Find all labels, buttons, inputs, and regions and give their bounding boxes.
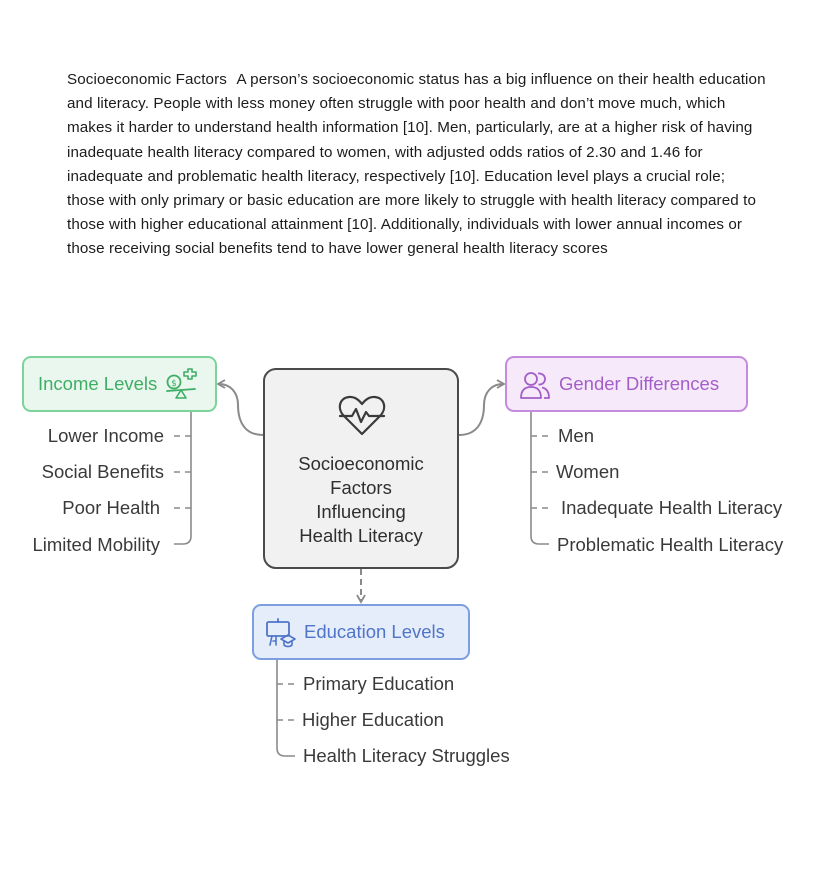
center-title-line: Health Literacy [299, 525, 423, 546]
center-title-line: Factors [330, 477, 392, 498]
education-levels-box [252, 604, 470, 660]
center-title-line: Influencing [316, 501, 406, 522]
svg-text:$: $ [171, 379, 178, 389]
income-item: Social Benefits [41, 461, 164, 482]
income-item: Lower Income [47, 425, 164, 446]
gender-branches [531, 412, 549, 544]
income-branches [174, 412, 191, 544]
education-levels-label: Education Levels [304, 621, 445, 642]
gender-item: Inadequate Health Literacy [561, 497, 783, 518]
connector-center-gender [459, 384, 503, 435]
paragraph-body: A person’s socioeconomic status has a big influence on their health education and literacy. People with less money often struggle with poor health and don’t move much, which makes it harder to understand health information [10]. Men, particularly, are at a higher risk of having inadequate health literacy compared to women, with adjusted odds ratios of 2.30 and 1.46 for inadequate and problematic health literacy, respectively [10]. Education level plays a crucial role; those with only primary or basic education are more likely to struggle with health literacy compared to those with higher educational attainment [10]. Additionally, individuals with lower annual incomes or those receiving social benefits tend to have lower general health literacy scores [67, 71, 766, 258]
connector-center-income [219, 384, 263, 435]
income-item: Limited Mobility [32, 534, 160, 555]
gender-item: Problematic Health Literacy [557, 534, 784, 555]
gender-differences-box [505, 356, 748, 412]
income-levels-box [22, 356, 217, 412]
gender-item: Men [558, 425, 594, 446]
heartbeat-icon [336, 394, 388, 438]
income-item: Poor Health [62, 497, 160, 518]
center-title-line: Socioeconomic [298, 453, 424, 474]
education-branches [277, 660, 295, 756]
gender-item: Women [556, 461, 620, 482]
education-item: Health Literacy Struggles [303, 745, 510, 766]
center-title [265, 452, 457, 548]
center-topic-box [263, 368, 459, 569]
education-item: Primary Education [303, 673, 455, 694]
users-icon [519, 370, 551, 400]
money-health-scale-icon [164, 367, 198, 401]
paragraph-lead: Socioeconomic Factors [67, 71, 227, 88]
gender-differences-label: Gender Differences [559, 373, 720, 394]
education-item: Higher Education [302, 709, 444, 730]
classroom-graduation-icon [264, 617, 296, 649]
income-levels-label: Income Levels [38, 373, 158, 394]
